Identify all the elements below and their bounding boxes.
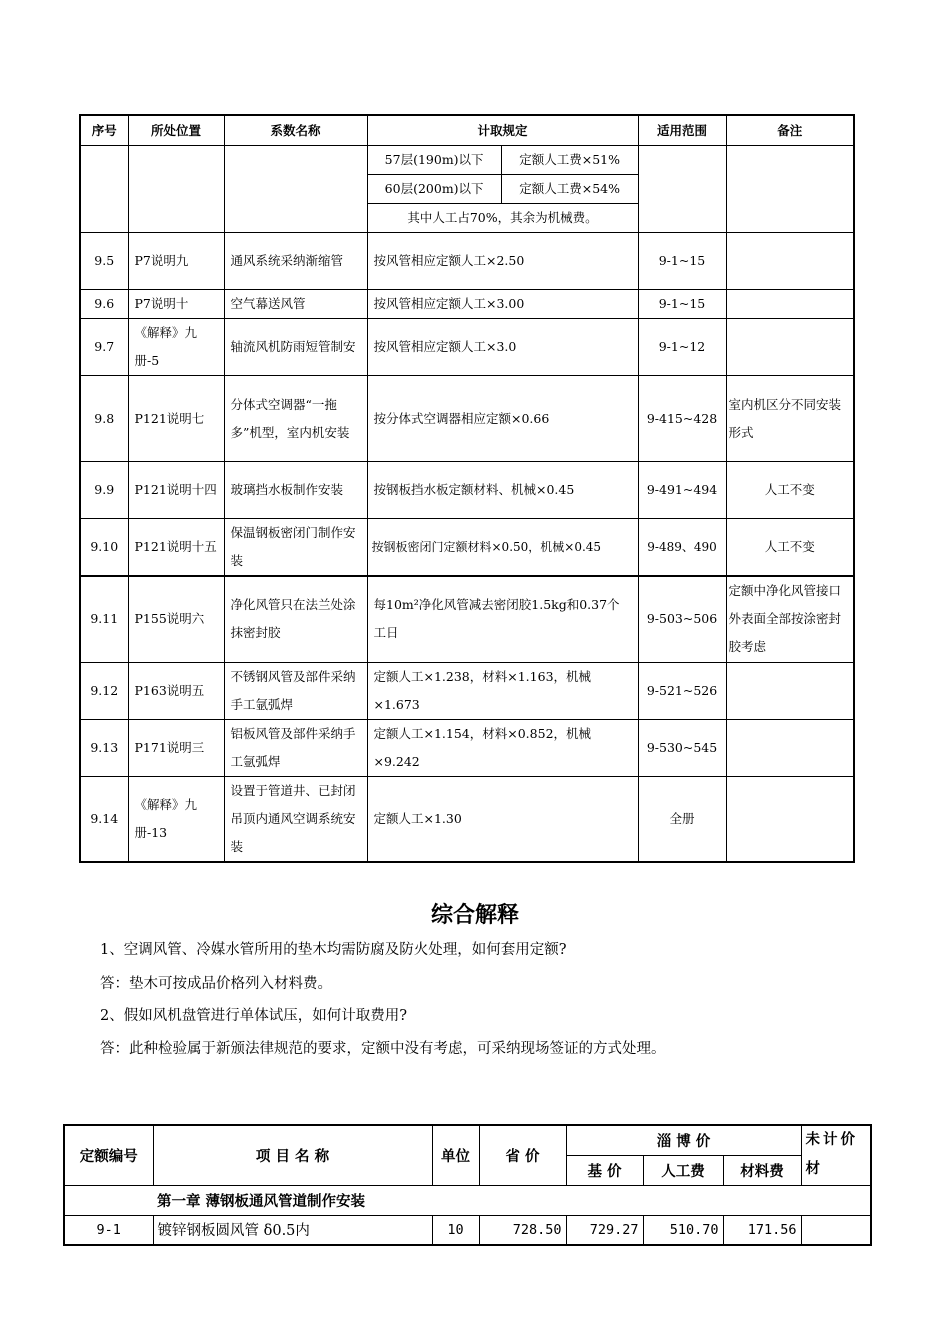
cell-no: 9.8	[80, 376, 128, 462]
cell-coef-name: 保温钢板密闭门制作安装	[224, 519, 367, 577]
table-row	[80, 776, 854, 862]
header-zibo-price: 淄 博 价	[566, 1125, 801, 1155]
cell-position: P121说明七	[128, 376, 224, 462]
header-coef-name: 系数名称	[224, 115, 367, 146]
cell-coef-name: 不锈钢风管及部件采纳手工氩弧焊	[224, 662, 367, 719]
cell-range: 9-503~506	[638, 576, 726, 662]
question-2: 2、假如风机盘管进行单体试压，如何计取费用?	[100, 1008, 407, 1024]
cell-position: 《解释》九册-5	[128, 319, 224, 376]
header-base-price: 基 价	[566, 1155, 643, 1185]
cell-position: P171说明三	[128, 719, 224, 776]
cell-remark	[726, 319, 854, 376]
cell-no: 9.10	[80, 519, 128, 577]
chapter-title: 第一章 薄钢板通风管道制作安装	[64, 1185, 871, 1215]
header-province-price: 省 价	[479, 1125, 566, 1185]
table-row	[64, 1215, 871, 1245]
header-code: 定额编号	[64, 1125, 153, 1185]
cell-position: P121说明十五	[128, 519, 224, 577]
header-position: 所处位置	[128, 115, 224, 146]
cell-position: P7说明九	[128, 233, 224, 290]
floor-sub-table	[368, 146, 638, 232]
table-row	[80, 290, 854, 319]
cell-no: 9.13	[80, 719, 128, 776]
cell-range: 9-415~428	[638, 376, 726, 462]
cell-coef-name: 轴流风机防雨短管制安	[224, 319, 367, 376]
cell-range: 9-1~12	[638, 319, 726, 376]
cell-rule: 按风管相应定额人工×3.00	[367, 290, 638, 319]
sub-cell: 60层(200m)以下	[368, 175, 502, 204]
cell-coef-name: 分体式空调器“一拖多”机型，室内机安装	[224, 376, 367, 462]
cell-rule: 按风管相应定额人工×2.50	[367, 233, 638, 290]
cell-range: 9-491~494	[638, 462, 726, 519]
cell-rule: 按风管相应定额人工×3.0	[367, 319, 638, 376]
cell-remark	[726, 719, 854, 776]
cell-position: P163说明五	[128, 662, 224, 719]
section-title: 综合解释	[430, 903, 519, 928]
header-material-cost: 材料费	[723, 1155, 801, 1185]
table-row	[80, 662, 854, 719]
quota-table	[63, 1124, 872, 1246]
cell-no: 9.11	[80, 576, 128, 662]
cell-rule: 按钢板密闭门定额材料×0.50，机械×0.45	[367, 519, 638, 577]
cell-rule: 按分体式空调器相应定额×0.66	[367, 376, 638, 462]
cell-no: 9.9	[80, 462, 128, 519]
cell-range: 全册	[638, 776, 726, 862]
cell-remark: 人工不变	[726, 462, 854, 519]
cell-position: P7说明十	[128, 290, 224, 319]
cell-remark: 室内机区分不同安装形式	[726, 376, 854, 462]
cell-position: P155说明六	[128, 576, 224, 662]
cell-remark	[726, 290, 854, 319]
answer-2: 答：此种检验属于新颁法律规范的要求，定额中没有考虑，可采纳现场签证的方式处理。	[100, 1041, 666, 1057]
cell-coef-name: 玻璃挡水板制作安装	[224, 462, 367, 519]
cell-range: 9-489、490	[638, 519, 726, 577]
cell-no: 9.6	[80, 290, 128, 319]
cell-remark: 定额中净化风管接口外表面全部按涂密封胶考虑	[726, 576, 854, 662]
table-row	[80, 576, 854, 662]
header-item-name: 项 目 名 称	[153, 1125, 432, 1185]
sub-note: 其中人工占70%，其余为机械费。	[368, 204, 638, 233]
cell-range: 9-530~545	[638, 719, 726, 776]
cell-remark	[726, 776, 854, 862]
cell-no: 9.12	[80, 662, 128, 719]
cell-rule: 每10m²净化风管减去密闭胶1.5kg和0.37个工日	[367, 576, 638, 662]
cell-remark: 人工不变	[726, 519, 854, 577]
cell-material-cost: 171.56	[723, 1215, 801, 1245]
cell-province-price: 728.50	[479, 1215, 566, 1245]
header-remark: 备注	[726, 115, 854, 146]
table-row	[80, 376, 854, 462]
sub-cell: 57层(190m)以下	[368, 146, 502, 175]
cell-range: 9-1~15	[638, 233, 726, 290]
cell-coef-name: 净化风管只在法兰处涂抹密封胶	[224, 576, 367, 662]
question-1: 1、空调风管、冷媒水管所用的垫木均需防腐及防火处理，如何套用定额?	[100, 942, 567, 958]
cell-unit: 10	[432, 1215, 479, 1245]
table-row	[80, 462, 854, 519]
cell-no: 9.5	[80, 233, 128, 290]
cell-labor-cost: 510.70	[643, 1215, 723, 1245]
header-unit: 单位	[432, 1125, 479, 1185]
cell-coef-name: 铝板风管及部件采纳手工氩弧焊	[224, 719, 367, 776]
header-range: 适用范围	[638, 115, 726, 146]
cell-range: 9-521~526	[638, 662, 726, 719]
cell-item-name: 镀锌钢板圆风管 δ0.5内	[153, 1215, 432, 1245]
cell-coef-name: 空气幕送风管	[224, 290, 367, 319]
cell-rule: 定额人工×1.154，材料×0.852，机械×9.242	[367, 719, 638, 776]
chapter-row	[64, 1185, 871, 1215]
sub-cell: 定额人工费×51%	[519, 152, 620, 167]
cell-no: 9.7	[80, 319, 128, 376]
table-row-continued	[80, 146, 854, 233]
cell-position: 《解释》九册-13	[128, 776, 224, 862]
cell-rule: 定额人工×1.238，材料×1.163，机械×1.673	[367, 662, 638, 719]
header-labor-cost: 人工费	[643, 1155, 723, 1185]
header-rule: 计取规定	[367, 115, 638, 146]
cell-rule: 定额人工×1.30	[367, 776, 638, 862]
header-unpriced-material: 未计价材	[801, 1125, 871, 1185]
answer-1: 答：垫木可按成品价格列入材料费。	[100, 976, 332, 992]
header-no: 序号	[80, 115, 128, 146]
cell-no: 9.14	[80, 776, 128, 862]
quota-header-row	[64, 1125, 871, 1155]
cell-range: 9-1~15	[638, 290, 726, 319]
cell-unpriced-material	[801, 1215, 871, 1245]
coefficient-table	[79, 114, 855, 863]
cell-coef-name: 设置于管道井、已封闭吊顶内通风空调系统安装	[224, 776, 367, 862]
cell-rule: 按钢板挡水板定额材料、机械×0.45	[367, 462, 638, 519]
cell-position: P121说明十四	[128, 462, 224, 519]
cell-remark	[726, 662, 854, 719]
table-row	[80, 319, 854, 376]
table-header-row	[80, 115, 854, 146]
cell-code: 9-1	[64, 1215, 153, 1245]
cell-remark	[726, 233, 854, 290]
table-row	[80, 233, 854, 290]
sub-cell: 定额人工费×54%	[501, 175, 637, 204]
cell-coef-name: 通风系统采纳渐缩管	[224, 233, 367, 290]
table-row	[80, 519, 854, 577]
cell-base-price: 729.27	[566, 1215, 643, 1245]
table-row	[80, 719, 854, 776]
